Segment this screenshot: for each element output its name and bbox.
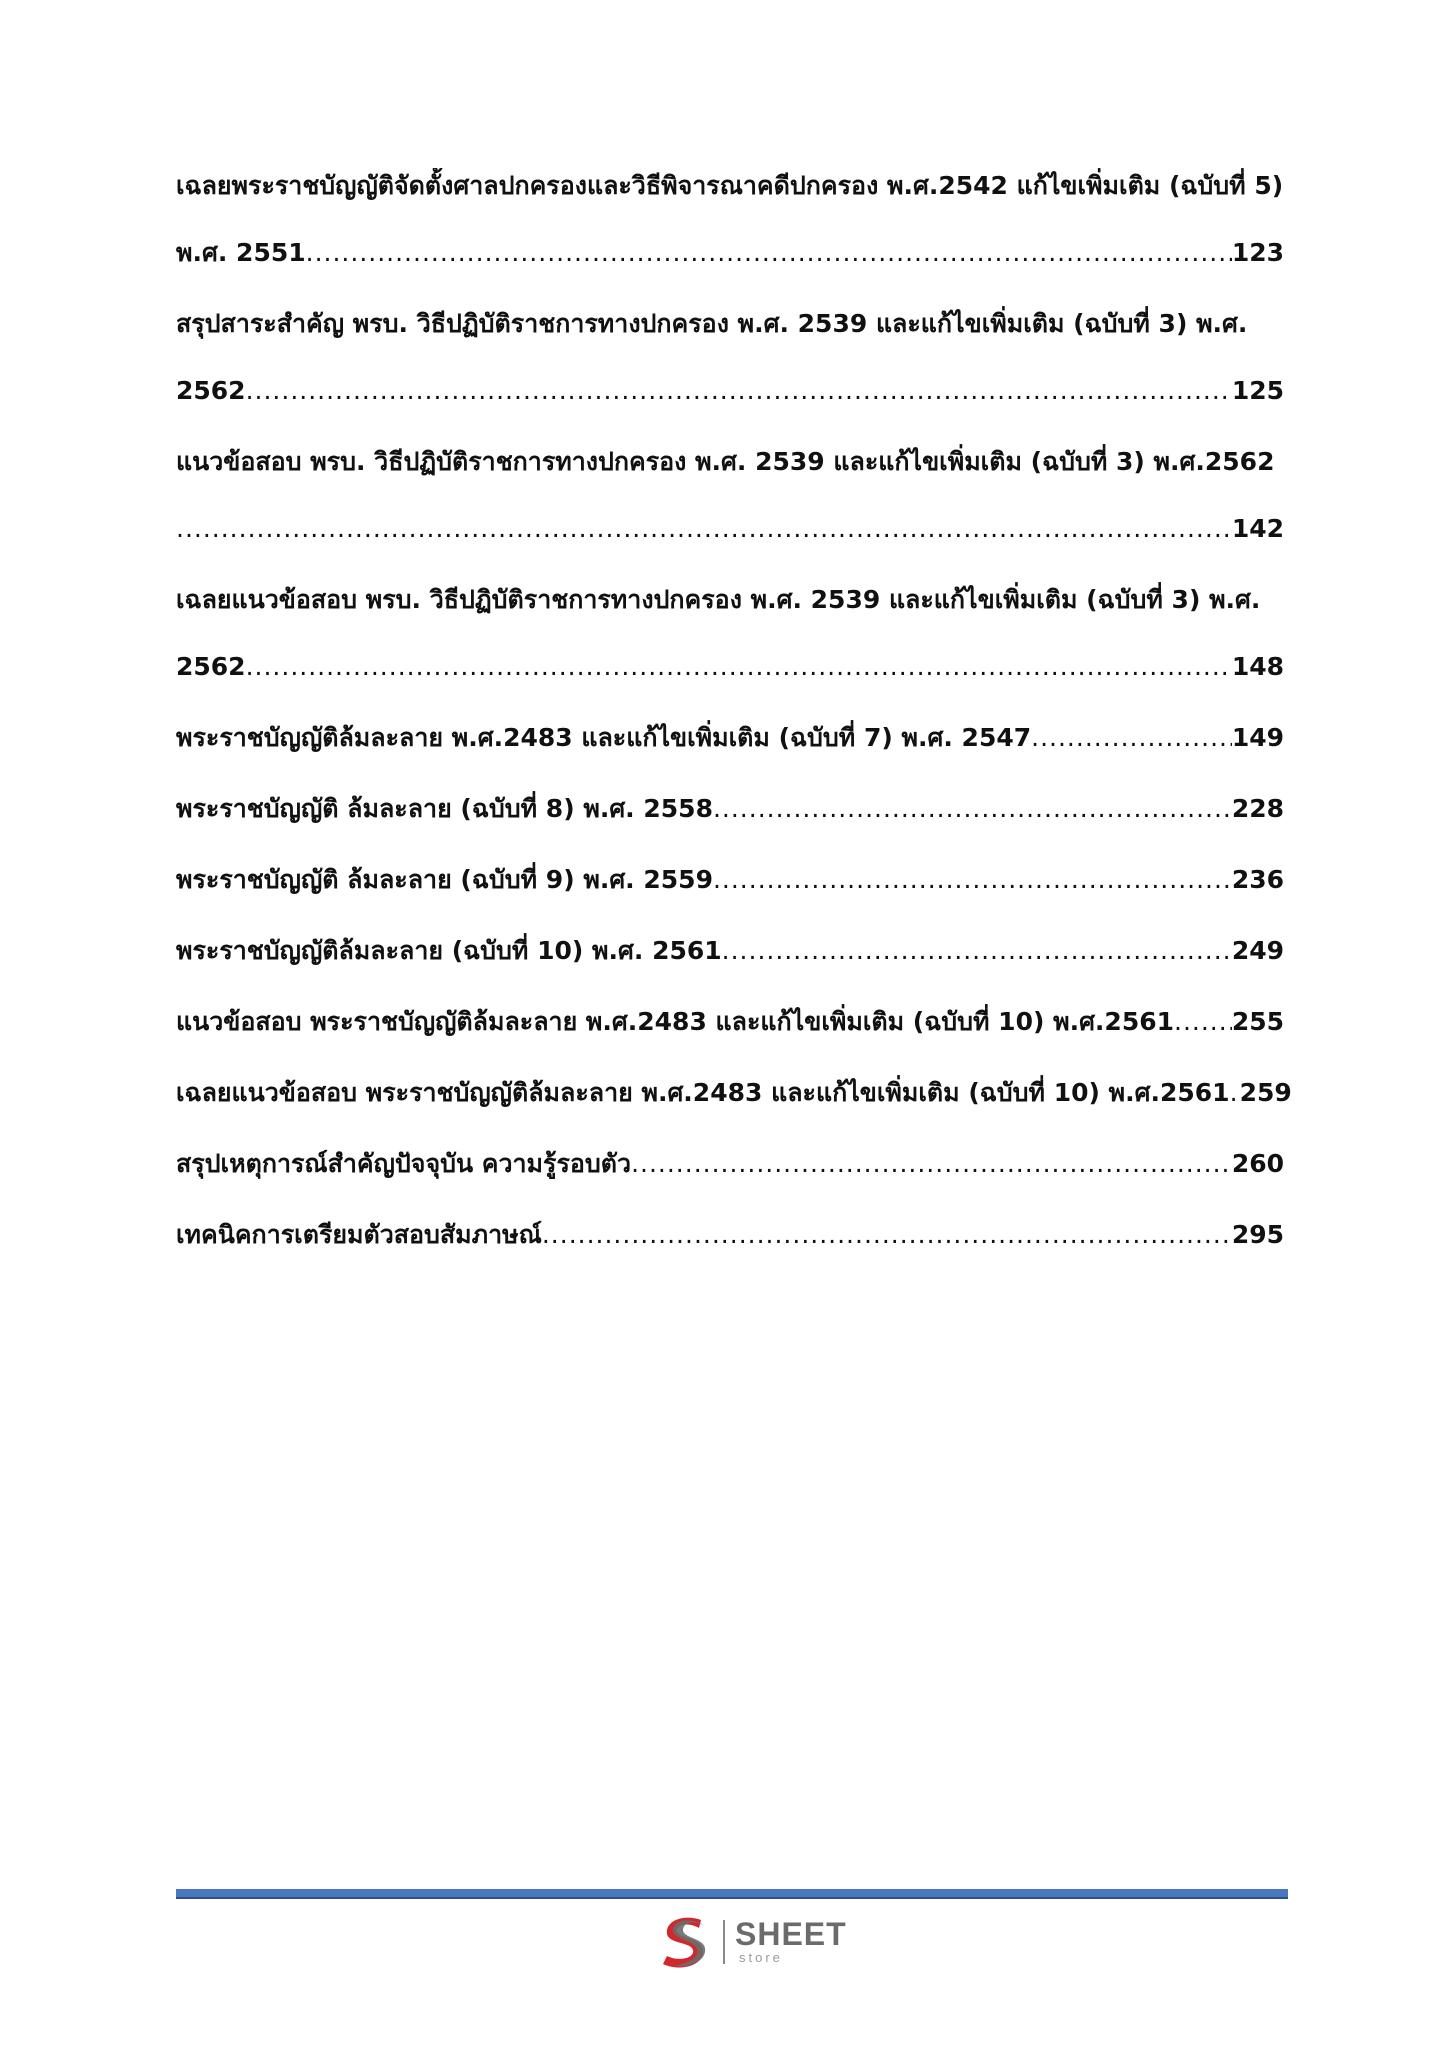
toc-page-number: 228 [1231, 794, 1284, 823]
toc-entry-title: เทคนิคการเตรียมตัวสอบสัมภาษณ์ [176, 1220, 542, 1249]
toc-entry[interactable] [176, 1217, 1284, 1253]
toc-entry-leader-row [176, 720, 1284, 756]
toc-entry-title: เฉลยแนวข้อสอบ พรบ. วิธีปฏิบัติราชการทางปกครอง พ.ศ. 2539 และแก้ไขเพิ่มเติม (ฉบับที่ 3) พ.ศ. [176, 585, 1261, 614]
dot-leader [542, 1217, 1232, 1253]
logo-subtext: store [739, 1950, 783, 1965]
toc-entry-title: เฉลยแนวข้อสอบ พระราชบัญญัติล้มละลาย พ.ศ.2483 และแก้ไขเพิ่มเติม (ฉบับที่ 10) พ.ศ.2561 [176, 1078, 1230, 1107]
dot-leader [713, 862, 1232, 898]
toc-entry-title: พระราชบัญญัติล้มละลาย (ฉบับที่ 10) พ.ศ. 2561 [176, 936, 722, 965]
toc-entry-leader-row [176, 791, 1284, 827]
toc-page-number: 249 [1231, 936, 1284, 965]
logo-wordmark: SHEET [735, 1916, 847, 1952]
toc-entry-leader-row [176, 1075, 1292, 1111]
toc-page-number: 295 [1231, 1220, 1284, 1249]
toc-page-number: 255 [1231, 1007, 1284, 1036]
toc-page-number: 123 [1231, 238, 1284, 267]
sheet-store-logo [655, 1910, 855, 1974]
dot-leader [246, 373, 1232, 409]
toc-entry-leader-row [176, 862, 1284, 898]
toc-entry[interactable] [176, 1146, 1284, 1182]
toc-entry-leader-row [176, 511, 1284, 547]
dot-leader [1031, 720, 1232, 756]
dot-leader [1230, 1075, 1240, 1111]
dot-leader [713, 791, 1232, 827]
toc-page-number: 142 [1231, 514, 1284, 543]
toc-entry-title: สรุปสาระสำคัญ พรบ. วิธีปฏิบัติราชการทางปกครอง พ.ศ. 2539 และแก้ไขเพิ่มเติม (ฉบับที่ 3) พ.ศ. [176, 309, 1248, 338]
toc-entry-title: พระราชบัญญัติ ล้มละลาย (ฉบับที่ 8) พ.ศ. 2558 [176, 794, 713, 823]
dot-leader [631, 1146, 1232, 1182]
toc-entry-title: แนวข้อสอบ พรบ. วิธีปฏิบัติราชการทางปกครอง พ.ศ. 2539 และแก้ไขเพิ่มเติม (ฉบับที่ 3) พ.ศ.2562 [176, 447, 1275, 476]
toc-entry[interactable] [176, 444, 1284, 547]
toc-entry-title: พระราชบัญญัติ ล้มละลาย (ฉบับที่ 9) พ.ศ. 2559 [176, 865, 713, 894]
toc-entry[interactable] [176, 862, 1284, 898]
dot-leader [1174, 1004, 1232, 1040]
toc-entry[interactable] [176, 791, 1284, 827]
toc-entry-title: สรุปเหตุการณ์สำคัญปัจจุบัน ความรู้รอบตัว [176, 1149, 632, 1178]
toc-entry-title-continued: 2562 [176, 652, 246, 681]
toc-entry[interactable] [176, 1004, 1284, 1040]
toc-entry-leader-row [176, 373, 1284, 409]
sheet-store-s-icon [655, 1910, 719, 1974]
footer-divider [176, 1889, 1288, 1899]
toc-entry[interactable] [176, 1075, 1292, 1111]
logo-divider [723, 1920, 725, 1964]
toc-entry[interactable] [176, 582, 1284, 685]
toc-entry-title: แนวข้อสอบ พระราชบัญญัติล้มละลาย พ.ศ.2483 และแก้ไขเพิ่มเติม (ฉบับที่ 10) พ.ศ.2561 [176, 1007, 1175, 1036]
toc-page-number: 260 [1231, 1149, 1284, 1178]
dot-leader [176, 511, 1232, 547]
table-of-contents [176, 168, 1292, 1288]
toc-entry[interactable] [176, 720, 1284, 756]
toc-page-number: 149 [1231, 723, 1284, 752]
toc-entry-title: พระราชบัญญัติล้มละลาย พ.ศ.2483 และแก้ไขเพิ่มเติม (ฉบับที่ 7) พ.ศ. 2547 [176, 723, 1032, 752]
toc-entry-leader-row [176, 933, 1284, 969]
toc-page-number: 236 [1231, 865, 1284, 894]
toc-entry-title-continued: 2562 [176, 376, 246, 405]
dot-leader [722, 933, 1232, 969]
toc-entry-leader-row [176, 1004, 1284, 1040]
toc-entry-title-continued: พ.ศ. 2551 [176, 238, 306, 267]
toc-page-number: 148 [1231, 652, 1284, 681]
toc-entry-title: เฉลยพระราชบัญญัติจัดตั้งศาลปกครองและวิธีพิจารณาคดีปกครอง พ.ศ.2542 แก้ไขเพิ่มเติม (ฉบับที่ 5) [176, 171, 1284, 200]
toc-entry[interactable] [176, 933, 1284, 969]
toc-entry-leader-row [176, 1146, 1284, 1182]
toc-entry[interactable] [176, 168, 1284, 271]
toc-entry[interactable] [176, 306, 1284, 409]
dot-leader [306, 235, 1232, 271]
toc-entry-leader-row [176, 649, 1284, 685]
toc-entry-leader-row [176, 1217, 1284, 1253]
toc-page-number: 259 [1239, 1078, 1292, 1107]
dot-leader [246, 649, 1232, 685]
toc-entry-leader-row [176, 235, 1284, 271]
toc-page-number: 125 [1231, 376, 1284, 405]
